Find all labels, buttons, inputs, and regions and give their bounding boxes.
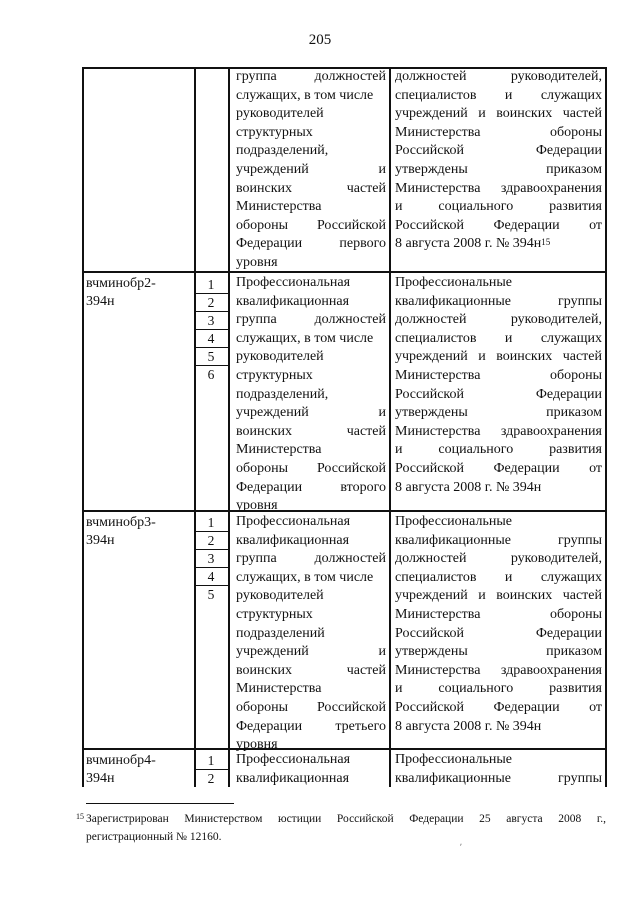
footnote-reference: 15 (541, 237, 551, 248)
column-divider-3 (389, 67, 391, 787)
row-numbers-2: 1 2 3 4 5 6 (194, 276, 228, 383)
column-divider-1 (194, 67, 196, 787)
page-number: 205 (308, 32, 332, 48)
column-divider-2 (228, 67, 230, 787)
top-block-basis: должностей руководителей, специалистов и служащих учреждений и воинских частей Министерства обороны Российской Федерации утверждены приказом Министерства здравоохранения и социального развития Российской Федерации от 8 августа 2008 г. № $394н^{15}$ (395, 69, 602, 252)
row-description-2: Профессиональная квалификационная группа должностей служащих, в том числе руководителей структурных подразделений, учреждений и воинских частей Министерства обороны Российской Федерации второго уровня (236, 275, 386, 514)
row-numbers-4: 1 2 (194, 752, 228, 787)
row-basis-3: Профессиональные квалификационные группы должностей руководителей, специалистов и служащих учреждений и воинских частей Министерства обороны Российской Федерации утверждены приказом Министерства здравоохранения и социального развития Российской Федерации от 8 августа 2008 г. № 394н (395, 514, 602, 734)
table-left-border (82, 67, 84, 787)
row-code-2: вчминобр2- 394н (86, 276, 156, 309)
row-basis-2: Профессиональные квалификационные группы должностей руководителей, специалистов и служащих учреждений и воинских частей Министерства обороны Российской Федерации утверждены приказом Министерства здравоохранения и социального развития Российской Федерации от 8 августа 2008 г. № 394н (395, 275, 602, 495)
footnote-line-1: Зарегистрирован Министерством юстиции Российской Федерации 25 августа 2008 г., (86, 813, 606, 825)
footnote-line-2: регистрационный № 12160. (86, 831, 222, 843)
row-basis-4: Профессиональные квалификационные группы (395, 752, 602, 786)
row-code-3: вчминобр3- 394н (86, 515, 156, 548)
row-code-4: вчминобр4- 394н (86, 753, 156, 786)
table-right-border (605, 67, 607, 787)
footnote-number: 15 (76, 812, 84, 821)
stray-mark: ʹ (460, 842, 462, 852)
footnote-rule (86, 803, 234, 804)
footnote (76, 810, 606, 846)
row-description-3: Профессиональная квалификационная группа должностей служащих, в том числе руководителей структурных подразделений учреждений и воинских частей Министерства обороны Российской Федерации третьего уровня (236, 514, 386, 753)
row-description-4: Профессиональная квалификационная (236, 752, 351, 786)
top-block-description: группа должностей служащих, в том числе руководителей структурных подразделений, учреждений и воинских частей Министерства обороны Российской Федерации первого уровня (236, 69, 386, 270)
row-numbers-3: 1 2 3 4 5 (194, 514, 228, 603)
